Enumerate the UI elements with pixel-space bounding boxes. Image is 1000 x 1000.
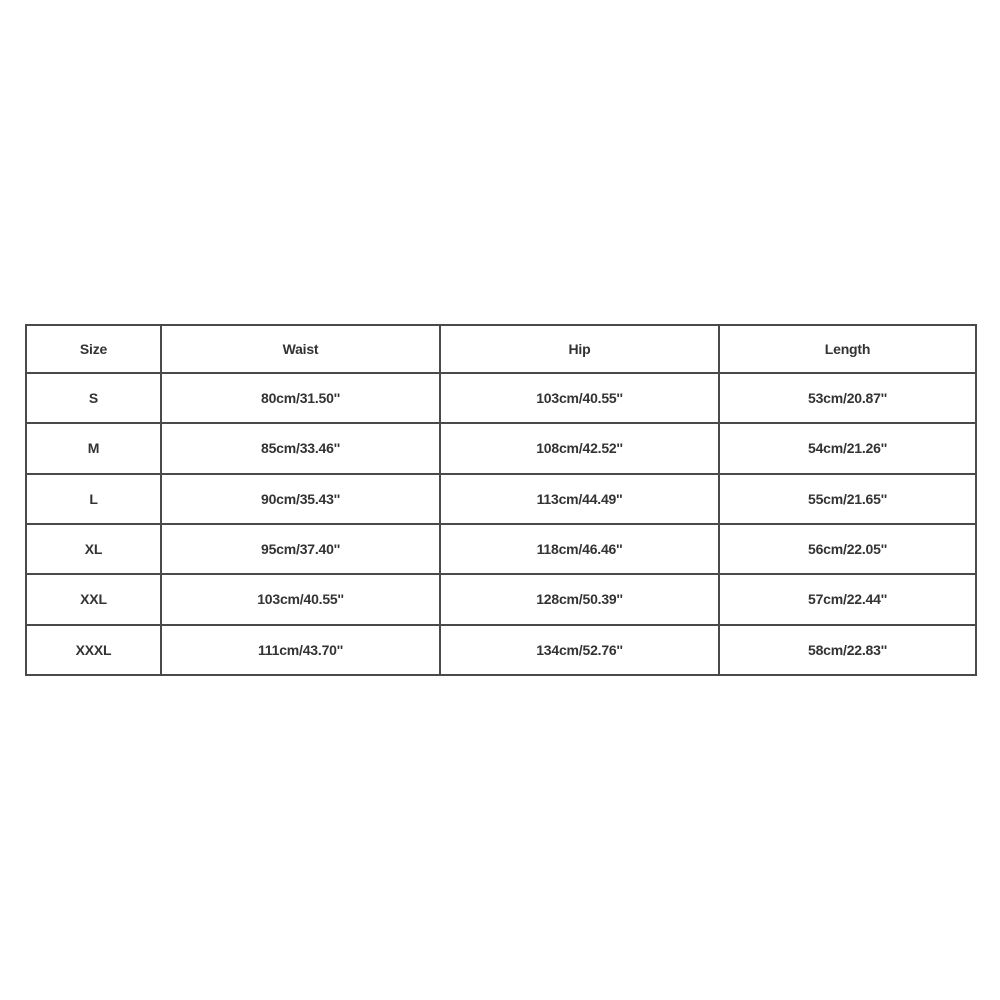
waist-cell: 111cm/43.70'' <box>161 625 440 675</box>
hip-cell: 128cm/50.39'' <box>440 574 719 624</box>
header-waist: Waist <box>161 325 440 373</box>
waist-cell: 85cm/33.46'' <box>161 423 440 473</box>
table-row <box>26 474 976 524</box>
size-cell: M <box>26 423 161 473</box>
length-cell: 55cm/21.65'' <box>719 474 976 524</box>
header-length: Length <box>719 325 976 373</box>
hip-cell: 118cm/46.46'' <box>440 524 719 574</box>
size-cell: S <box>26 373 161 423</box>
table-row <box>26 423 976 473</box>
table-row <box>26 625 976 675</box>
size-cell: XXXL <box>26 625 161 675</box>
length-cell: 54cm/21.26'' <box>719 423 976 473</box>
table-row <box>26 524 976 574</box>
table-row <box>26 574 976 624</box>
waist-cell: 80cm/31.50'' <box>161 373 440 423</box>
size-cell: XL <box>26 524 161 574</box>
header-row <box>26 325 976 373</box>
length-cell: 53cm/20.87'' <box>719 373 976 423</box>
hip-cell: 113cm/44.49'' <box>440 474 719 524</box>
waist-cell: 90cm/35.43'' <box>161 474 440 524</box>
size-cell: L <box>26 474 161 524</box>
size-cell: XXL <box>26 574 161 624</box>
hip-cell: 134cm/52.76'' <box>440 625 719 675</box>
size-chart-header <box>26 325 976 373</box>
hip-cell: 108cm/42.52'' <box>440 423 719 473</box>
length-cell: 57cm/22.44'' <box>719 574 976 624</box>
length-cell: 58cm/22.83'' <box>719 625 976 675</box>
length-cell: 56cm/22.05'' <box>719 524 976 574</box>
header-size: Size <box>26 325 161 373</box>
hip-cell: 103cm/40.55'' <box>440 373 719 423</box>
header-hip: Hip <box>440 325 719 373</box>
waist-cell: 103cm/40.55'' <box>161 574 440 624</box>
size-chart-table <box>25 324 977 676</box>
size-chart-body <box>26 373 976 675</box>
waist-cell: 95cm/37.40'' <box>161 524 440 574</box>
table-row <box>26 373 976 423</box>
